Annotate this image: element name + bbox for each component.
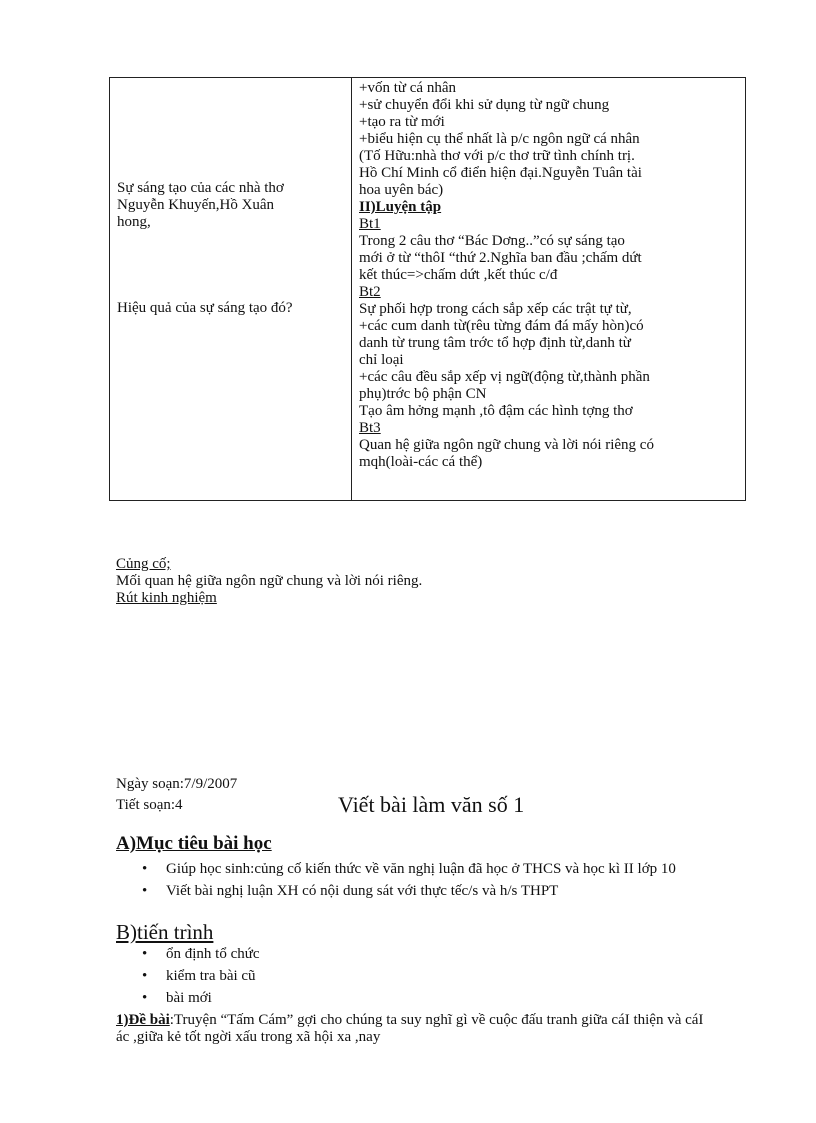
list-item: • Viết bài nghị luận XH có nội dung sát với thực tếc/s và h/s THPT xyxy=(142,883,559,899)
section-b-list xyxy=(142,946,542,1012)
bt2-line: Tạo âm hởng mạnh ,tô đậm các hình tợng thơ xyxy=(359,403,633,419)
answer-line: +tạo ra từ mới xyxy=(359,114,445,130)
de-bai-label: 1)Đề bài xyxy=(116,1012,170,1028)
bt1-label: Bt1 xyxy=(359,216,381,232)
bt2-line: danh từ trung tâm trớc tổ hợp định từ,danh từ xyxy=(359,335,631,351)
tiet-soan: Tiết soạn:4 xyxy=(116,797,183,813)
section-a-list xyxy=(142,861,732,905)
ngay-soan: Ngày soạn:7/9/2007 xyxy=(116,776,238,792)
bullet-icon: • xyxy=(142,883,148,899)
section-b-heading: B)tiến trình xyxy=(116,920,214,944)
lesson-title: Viết bài làm văn số 1 xyxy=(338,792,525,817)
rut-kinh-nghiem-label: Rút kinh nghiệm xyxy=(116,590,217,606)
bt3-line: Quan hệ giữa ngôn ngữ chung và lời nói riêng có xyxy=(359,437,654,453)
answer-line: +vốn từ cá nhân xyxy=(359,80,456,96)
bullet-icon: • xyxy=(142,946,148,962)
bt2-line: +các câu đều sắp xếp vị ngữ(động từ,thành phần xyxy=(359,369,650,385)
practice-heading: II)Luyện tập xyxy=(359,199,442,215)
de-bai-text: :Truyện “Tấm Cám” gợi cho chúng ta suy nghĩ gì về cuộc đấu tranh giữa cáI thiện và cáI ác ,giữa kẻ tốt ngời xấu trong xã hội xa ,nay xyxy=(116,1012,704,1045)
section-a-heading: A)Mục tiêu bài học xyxy=(116,833,272,854)
bt2-line: +các cum danh từ(rêu từng đám đá mấy hòn)có xyxy=(359,318,644,334)
bt3-label: Bt3 xyxy=(359,420,381,436)
question-effect: Hiệu quả của sự sáng tạo đó? xyxy=(117,300,293,316)
bt3-line: mqh(loài-các cá thể) xyxy=(359,454,483,470)
lesson-table xyxy=(109,77,746,501)
list-item: • Giúp học sinh:củng cố kiến thức về văn nghị luận đã học ở THCS và học kì II lớp 10 xyxy=(142,861,676,877)
answer-line: +biểu hiện cụ thể nhất là p/c ngôn ngữ cá nhân xyxy=(359,131,640,147)
question-creativity: Sự sáng tạo của các nhà thơ Nguyễn Khuyến,Hồ Xuân hong, xyxy=(117,180,284,230)
cung-co-text: Mối quan hệ giữa ngôn ngữ chung và lời nói riêng. xyxy=(116,573,423,589)
bt1-line: Trong 2 câu thơ “Bác Dơng..”có sự sáng tạo xyxy=(359,233,625,249)
table-right-column xyxy=(359,80,743,471)
bullet-icon: • xyxy=(142,990,148,1006)
answer-line: (Tố Hữu:nhà thơ với p/c thơ trữ tình chính trị. xyxy=(359,148,635,164)
bt2-line: Sự phối hợp trong cách sắp xếp các trật tự từ, xyxy=(359,301,632,317)
bt2-line: chỉ loại xyxy=(359,352,404,368)
answer-line: hoa uyên bác) xyxy=(359,182,444,198)
cung-co-label: Củng cố; xyxy=(116,556,171,572)
list-item: • kiểm tra bài cũ xyxy=(142,968,256,984)
bt1-line: kết thúc=>chấm dứt ,kết thúc c/đ xyxy=(359,267,558,283)
list-item: • bài mới xyxy=(142,990,212,1006)
bullet-icon: • xyxy=(142,861,148,877)
answer-line: Hồ Chí Minh cổ điển hiện đại.Nguyễn Tuân tài xyxy=(359,165,642,181)
answer-line: +sử chuyển đổi khi sử dụng từ ngữ chung xyxy=(359,97,610,113)
essay-prompt xyxy=(116,1012,716,1046)
bt1-line: mới ở từ “thôI “thứ 2.Nghĩa ban đầu ;chấm dứt xyxy=(359,250,642,266)
list-item: • ổn định tổ chức xyxy=(142,946,260,962)
bullet-icon: • xyxy=(142,968,148,984)
bt2-label: Bt2 xyxy=(359,284,381,300)
bt2-line: phụ)trớc bộ phận CN xyxy=(359,386,487,402)
table-column-divider xyxy=(351,78,352,500)
